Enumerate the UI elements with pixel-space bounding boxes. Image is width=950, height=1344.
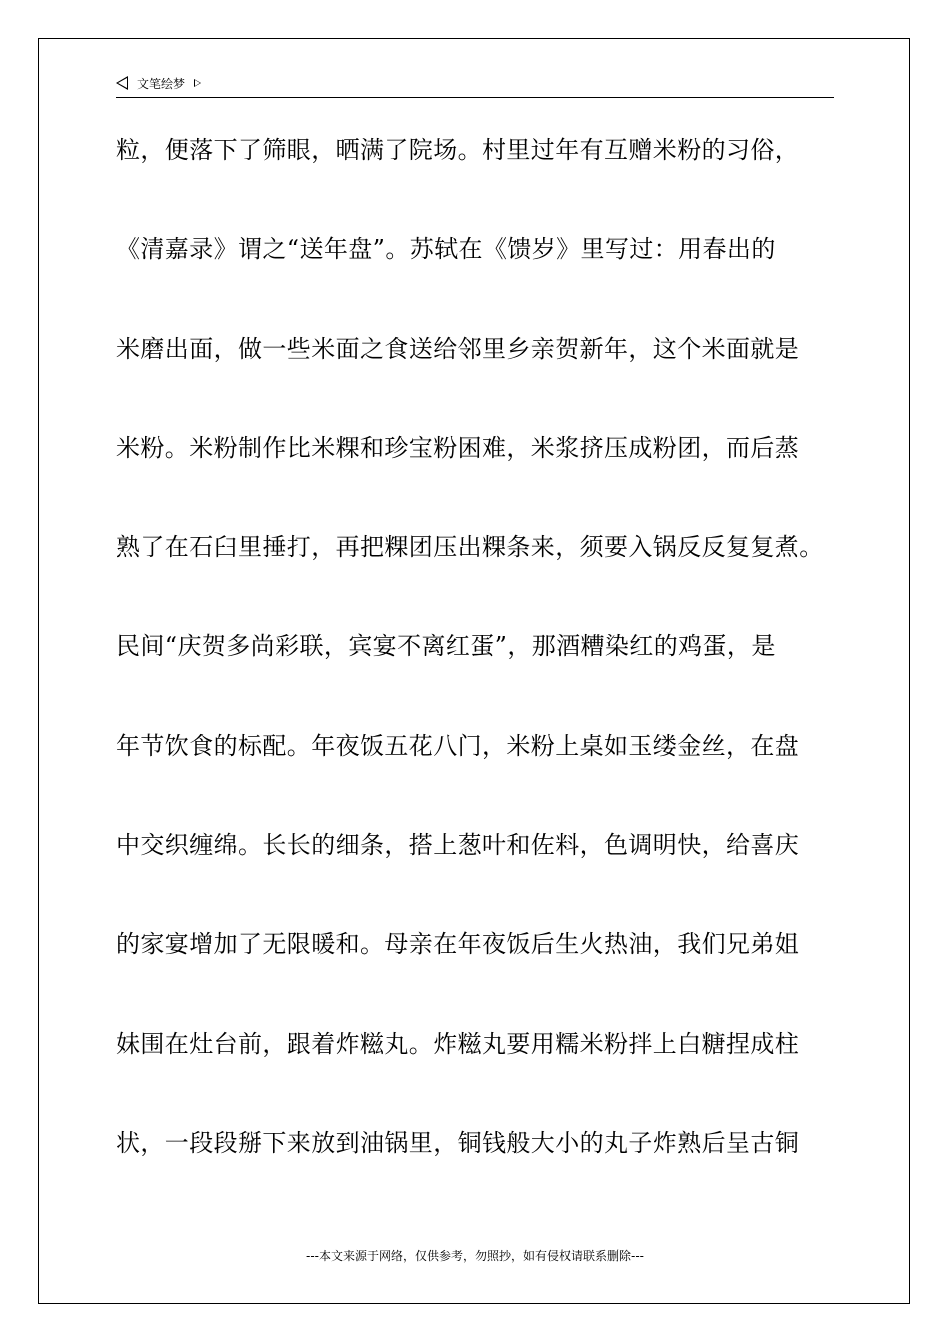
paragraph-line: 的家宴增加了无限暖和。母亲在年夜饭后生火热油，我们兄弟姐 [116,930,800,959]
document-body [116,128,846,1220]
paragraph-line: 米磨出面，做一些米面之食送给邻里乡亲贺新年，这个米面就是 [116,334,800,363]
paragraph-line: 熟了在石臼里捶打，再把粿团压出粿条来，须要入锅反反复复煮。 [116,533,824,562]
paragraph-line: 中交织缠绵。长长的细条，搭上葱叶和佐料，色调明快，给喜庆 [116,831,800,860]
paragraph-line: 米粉。米粉制作比米粿和珍宝粉困难，米浆挤压成粉团，而后蒸 [116,433,800,462]
triangle-left-icon [116,76,128,90]
triangle-right-icon [194,79,201,87]
header-brand: 文笔绘梦 [137,77,186,91]
paragraph-line: 民间“庆贺多尚彩联，宾宴不离红蛋”，那酒糟染红的鸡蛋，是 [116,632,776,661]
paragraph-line: 妹围在灶台前，跟着炸糍丸。炸糍丸要用糯米粉拌上白糖捏成柱 [116,1029,800,1058]
paragraph-line: 粒，便落下了筛眼，晒满了院场。村里过年有互赠米粉的习俗， [116,136,800,164]
paragraph-line: 《清嘉录》谓之“送年盘”。苏轼在《馈岁》里写过：用春出的 [116,235,776,264]
page-header [116,74,834,98]
footer-notice: ---本文来源于网络，仅供参考，勿照抄，如有侵权请联系删除--- [306,1249,644,1263]
paragraph-line: 状，一段段掰下来放到油锅里，铜钱般大小的丸子炸熟后呈古铜 [116,1128,800,1157]
paragraph-line: 年节饮食的标配。年夜饭五花八门，米粉上桌如玉缕金丝，在盘 [116,731,800,760]
